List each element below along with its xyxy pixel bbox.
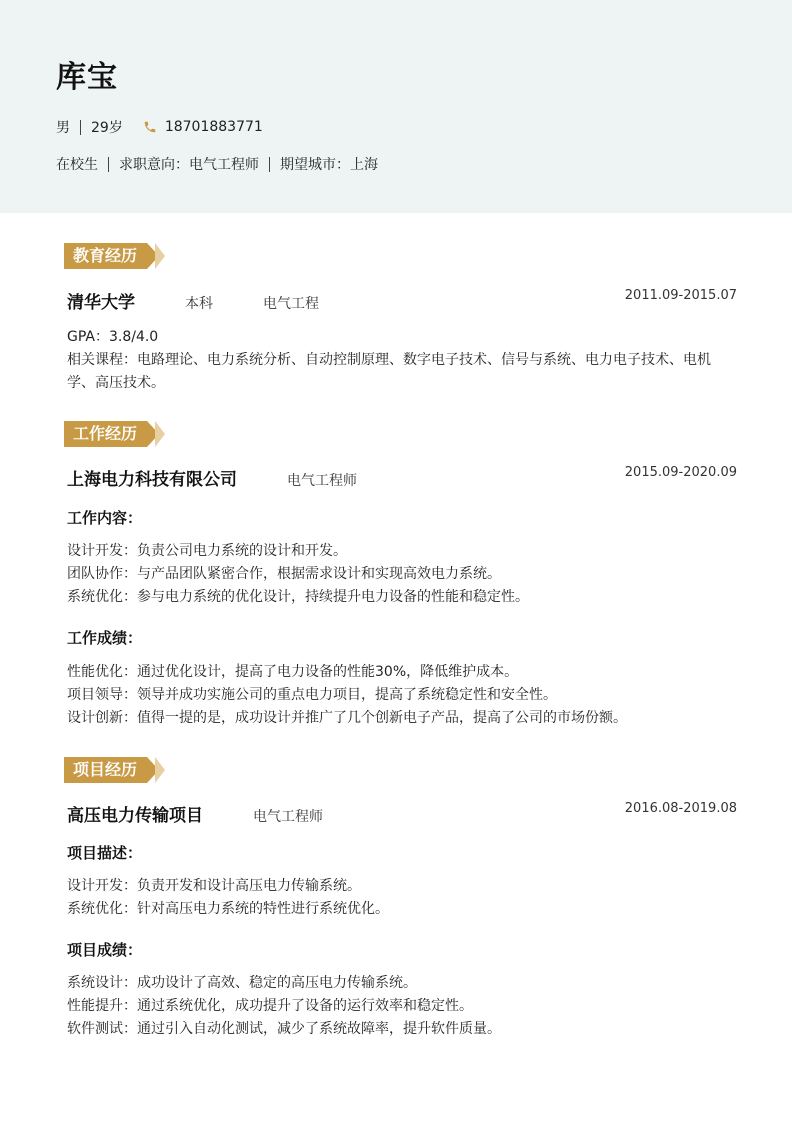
- courses-line: 相关课程：电路理论、电力系统分析、自动控制原理、数字电子技术、信号与系统、电力电子技术、电机: [67, 352, 711, 368]
- section-title: 工作经历: [64, 421, 147, 447]
- work-achievement-item: 项目领导：领导并成功实施公司的重点电力项目，提高了系统稳定性和安全性。: [67, 687, 557, 703]
- school-name: 清华大学: [67, 293, 135, 313]
- project-desc-item: 系统优化：针对高压电力系统的特性进行系统优化。: [67, 901, 389, 917]
- section-tag-education: [64, 242, 165, 270]
- tag-arrow-light: [155, 243, 165, 269]
- basic-info-row: [56, 117, 263, 137]
- phone-icon: [143, 120, 157, 134]
- company-name: 上海电力科技有限公司: [67, 470, 237, 490]
- tag-arrow-light: [155, 421, 165, 447]
- project-title-line: [67, 801, 737, 826]
- section-tag-work: [64, 420, 165, 448]
- work-achievement-item: 设计创新：值得一提的是，成功设计并推广了几个创新电子产品，提高了公司的市场份额。: [67, 710, 627, 726]
- work-content-heading: 工作内容：: [67, 509, 143, 527]
- courses-line: 学、高压技术。: [67, 375, 165, 391]
- job-intent: 求职意向：电气工程师: [119, 157, 259, 173]
- phone-number: 18701883771: [164, 119, 263, 135]
- work-achievement-heading: 工作成绩：: [67, 629, 143, 647]
- section-title: 项目经历: [64, 757, 147, 783]
- education-date: 2011.09-2015.07: [624, 288, 737, 303]
- intent-row: [56, 154, 378, 174]
- work-content-item: 团队协作：与产品团队紧密合作，根据需求设计和实现高效电力系统。: [67, 566, 501, 582]
- expected-city: 期望城市：上海: [280, 157, 378, 173]
- job-role: 电气工程师: [287, 473, 357, 489]
- divider: [269, 157, 270, 172]
- project-desc-item: 设计开发：负责开发和设计高压电力传输系统。: [67, 878, 361, 894]
- project-achievement-item: 系统设计：成功设计了高效、稳定的高压电力传输系统。: [67, 975, 417, 991]
- work-content-item: 系统优化：参与电力系统的优化设计，持续提升电力设备的性能和稳定性。: [67, 589, 529, 605]
- project-role: 电气工程师: [253, 809, 323, 825]
- project-achievement-item: 性能提升：通过系统优化，成功提升了设备的运行效率和稳定性。: [67, 998, 473, 1014]
- gender: 男: [56, 120, 70, 136]
- age: 29岁: [91, 120, 123, 136]
- project-desc-heading: 项目描述：: [67, 844, 143, 862]
- work-content-item: 设计开发：负责公司电力系统的设计和开发。: [67, 543, 347, 559]
- divider: [108, 157, 109, 172]
- project-name: 高压电力传输项目: [67, 806, 203, 826]
- divider: [80, 120, 81, 135]
- project-achievement-heading: 项目成绩：: [67, 941, 143, 959]
- degree: 本科: [185, 296, 213, 312]
- candidate-name: 库宝: [56, 60, 118, 95]
- work-date: 2015.09-2020.09: [624, 465, 737, 480]
- project-date: 2016.08-2019.08: [624, 801, 737, 816]
- work-achievement-item: 性能优化：通过优化设计，提高了电力设备的性能30%，降低维护成本。: [67, 664, 519, 680]
- section-title: 教育经历: [64, 243, 147, 269]
- education-title-line: [67, 288, 737, 313]
- section-tag-project: [64, 756, 165, 784]
- status: 在校生: [56, 157, 98, 173]
- work-title-line: [67, 465, 737, 490]
- gpa: GPA：3.8/4.0: [67, 329, 159, 345]
- project-achievement-item: 软件测试：通过引入自动化测试，减少了系统故障率，提升软件质量。: [67, 1021, 501, 1037]
- header-banner: [0, 0, 792, 213]
- tag-arrow-light: [155, 757, 165, 783]
- major: 电气工程: [263, 296, 319, 312]
